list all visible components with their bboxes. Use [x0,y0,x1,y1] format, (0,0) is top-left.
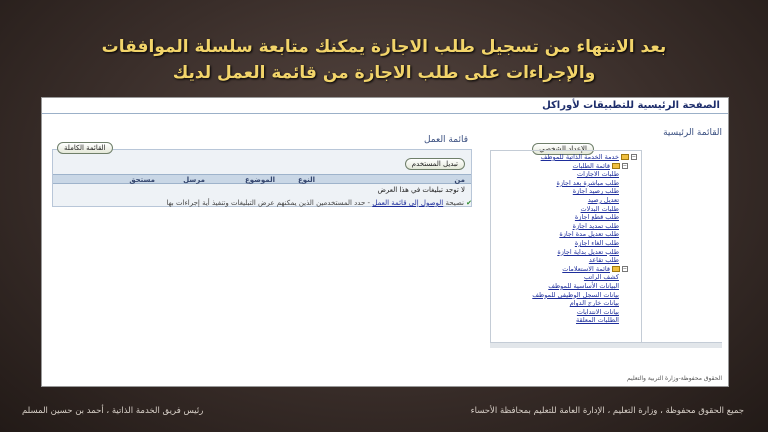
worklist-tip [52,199,472,207]
switch-user-button[interactable]: تبديل المستخدم [405,158,465,170]
slide-title-line-1: بعد الانتهاء من تسجيل طلب الاجازة يمكنك متابعة سلسلة الموافقات [101,37,667,57]
worklist-title: قائمة العمل [423,135,468,145]
tip-text: - حدد المستخدمين الذين يمكنهم عرض التبليغات وتنفيذ أية إجراءات بها [166,199,371,207]
slide-title [0,34,768,86]
menu-item-label: البيانات الأساسية للموظف [548,281,619,290]
check-icon: ✔ [466,199,472,207]
menu-item-label: طلب الغاء اجازة [574,238,619,247]
oracle-screenshot [41,97,729,387]
menu-item-label: بيانات السجل الوظيفي للموظف [532,290,619,299]
menu-item[interactable] [495,308,637,317]
menu-item[interactable] [495,196,637,205]
menu-item-label: طلب رصيد اجازة [572,187,619,196]
personalize-button[interactable]: الإعداد الشخصي [532,143,594,155]
menu-item[interactable] [495,299,637,308]
page-header [42,98,728,114]
menu-item-label: قائمة الاستعلامات [562,264,610,273]
menu-item-label: طلبات البدلات [580,204,619,213]
menu-item[interactable] [495,256,637,265]
column-due[interactable]: مستحق [129,176,155,184]
menu-item[interactable] [495,282,637,291]
collapse-toggle-icon[interactable]: − [622,266,627,273]
menu-item[interactable] [495,239,637,248]
menu-item-label: طلب مباشرة بعد اجازة [556,178,619,187]
menu-item[interactable] [495,230,637,239]
menu-item[interactable] [495,291,637,300]
worklist-table [53,174,471,196]
worklist-empty-message: لا توجد تبليغات في هذا العرض [377,186,465,194]
full-list-button[interactable]: القائمة الكاملة [57,142,113,154]
menu-item-label: طلب تمديد اجازة [572,221,619,230]
worklist-region [52,135,472,207]
menu-item[interactable] [495,213,637,222]
footer-note: الحقوق محفوظة-وزارة التربية والتعليم [627,375,722,382]
page-title: الصفحة الرئيسية للتطبيقات لأوراكل [542,100,720,111]
menu-item-label: طلب قطع اجازة [574,213,619,222]
worklist-header-row [53,174,471,184]
menu-item[interactable] [495,187,637,196]
menu-item[interactable] [495,162,637,171]
column-from[interactable]: من [454,176,465,184]
menu-item[interactable] [495,153,637,162]
credit-left: رئيس فريق الخدمة الذاتية ، أحمد بن حسين المسلم [22,406,204,416]
main-menu-title: القائمة الرئيسية [663,128,722,138]
tip-label: نصيحة [445,199,464,207]
folder-icon [612,163,620,169]
menu-item-label: بيانات الانتدابات [576,307,619,316]
menu-item[interactable] [495,170,637,179]
menu-item[interactable] [495,248,637,257]
worklist-access-link[interactable]: الوصول إلى قائمة العمل [372,199,444,207]
slide-title-line-2: والإجراءات على طلب الاجازة من قائمة العمل لديك [172,63,596,83]
tree-scrollbar[interactable] [490,342,722,348]
main-menu [488,128,724,358]
menu-item-label: طلب تعديل بداية اجازة [557,247,619,256]
collapse-toggle-icon[interactable]: − [631,154,636,161]
menu-item-label: قائمة الطلبات [572,161,610,170]
menu-item[interactable] [495,179,637,188]
menu-item-label: طلبات الاجازات [576,170,619,179]
menu-item-label: طلب تعديل مدة اجازة [559,230,619,239]
menu-item[interactable] [495,265,637,274]
menu-item[interactable] [495,205,637,214]
folder-icon [612,266,620,272]
column-type[interactable]: النوع [297,176,315,184]
collapse-toggle-icon[interactable]: − [622,162,627,169]
menu-item-label: الطلبات المعلقة [575,316,619,325]
menu-item[interactable] [495,273,637,282]
folder-icon [621,154,629,160]
menu-tree [490,150,642,348]
menu-item-label: كشف الراتب [583,273,619,282]
menu-item[interactable] [495,222,637,231]
credit-right: جميع الحقوق محفوظة ، وزارة التعليم ، الإدارة العامة للتعليم بمحافظة الأحساء [470,406,744,416]
menu-item-label: بيانات خارج الدوام [569,299,619,308]
column-sent[interactable]: مرسل [183,176,205,184]
menu-item-label: طلب تقاعد [588,256,619,265]
menu-item-label: خدمة الخدمة الذاتية للموظف [540,153,619,161]
menu-item-label: تعديل رصيد [587,195,619,204]
menu-item[interactable] [495,316,637,325]
column-subject[interactable]: الموضوع [244,176,275,184]
